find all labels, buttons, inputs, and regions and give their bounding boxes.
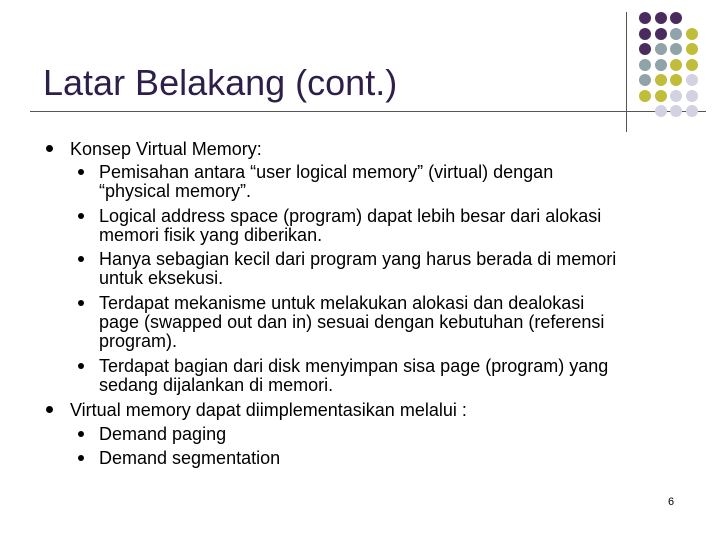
sub-bullet-dot — [78, 363, 84, 369]
decorative-dot — [670, 74, 682, 86]
title-divider — [30, 111, 706, 112]
decorative-dot — [655, 12, 667, 24]
decorative-dot — [639, 43, 651, 55]
sub-bullet-text: sedang dijalankan di memori. — [99, 375, 334, 395]
decorative-dot — [670, 105, 682, 117]
decorative-dot — [686, 59, 698, 71]
slide-title: Latar Belakang (cont.) — [43, 62, 398, 103]
decorative-dot — [655, 43, 667, 55]
decorative-dot — [670, 90, 682, 102]
sub-bullet-text: program). — [99, 331, 178, 351]
sub-bullet-text: Logical address space (program) dapat lebih besar dari alokasi — [99, 206, 602, 226]
sub-bullet-text: Demand segmentation — [99, 448, 281, 468]
decorative-dot — [639, 12, 651, 24]
sub-bullet-text: Terdapat mekanisme untuk melakukan alokasi dan dealokasi — [99, 293, 585, 313]
decorative-dot — [639, 90, 651, 102]
decorative-dot — [639, 74, 651, 86]
sub-bullet-text: Pemisahan antara “user logical memory” (virtual) dengan — [99, 162, 554, 182]
sub-bullet-dot — [78, 431, 84, 437]
decorative-dot — [670, 12, 682, 24]
decorative-dot — [686, 43, 698, 55]
bullet-dot — [46, 145, 53, 152]
sub-bullet-dot — [78, 256, 84, 262]
decorative-dot — [655, 74, 667, 86]
decorative-dot — [686, 105, 698, 117]
vertical-divider — [626, 12, 627, 132]
sub-bullet-dot — [78, 169, 84, 175]
bullet-text: Virtual memory dapat diimplementasikan melalui : — [70, 400, 467, 420]
decorative-dot — [655, 28, 667, 40]
decorative-dot — [670, 59, 682, 71]
decorative-dot-grid — [639, 12, 719, 122]
decorative-dot — [670, 28, 682, 40]
decorative-dot — [686, 90, 698, 102]
sub-bullet-text: page (swapped out dan in) sesuai dengan kebutuhan (referensi — [99, 312, 605, 332]
decorative-dot — [686, 74, 698, 86]
bullet-text: Konsep Virtual Memory: — [70, 139, 262, 159]
decorative-dot — [655, 90, 667, 102]
sub-bullet-text: Hanya sebagian kecil dari program yang harus berada di memori — [99, 249, 617, 269]
sub-bullet-text: untuk eksekusi. — [99, 268, 224, 288]
sub-bullet-dot — [78, 213, 84, 219]
decorative-dot — [655, 105, 667, 117]
decorative-dot — [686, 28, 698, 40]
sub-bullet-text: Terdapat bagian dari disk menyimpan sisa page (program) yang — [99, 356, 609, 376]
bullet-dot — [46, 406, 53, 413]
page-number: 6 — [668, 496, 675, 508]
sub-bullet-text: memori fisik yang diberikan. — [99, 225, 323, 245]
decorative-dot — [670, 43, 682, 55]
decorative-dot — [639, 59, 651, 71]
sub-bullet-dot — [78, 300, 84, 306]
sub-bullet-dot — [78, 455, 84, 461]
sub-bullet-text: Demand paging — [99, 424, 227, 444]
sub-bullet-text: “physical memory”. — [99, 181, 252, 201]
decorative-dot — [655, 59, 667, 71]
decorative-dot — [639, 28, 651, 40]
